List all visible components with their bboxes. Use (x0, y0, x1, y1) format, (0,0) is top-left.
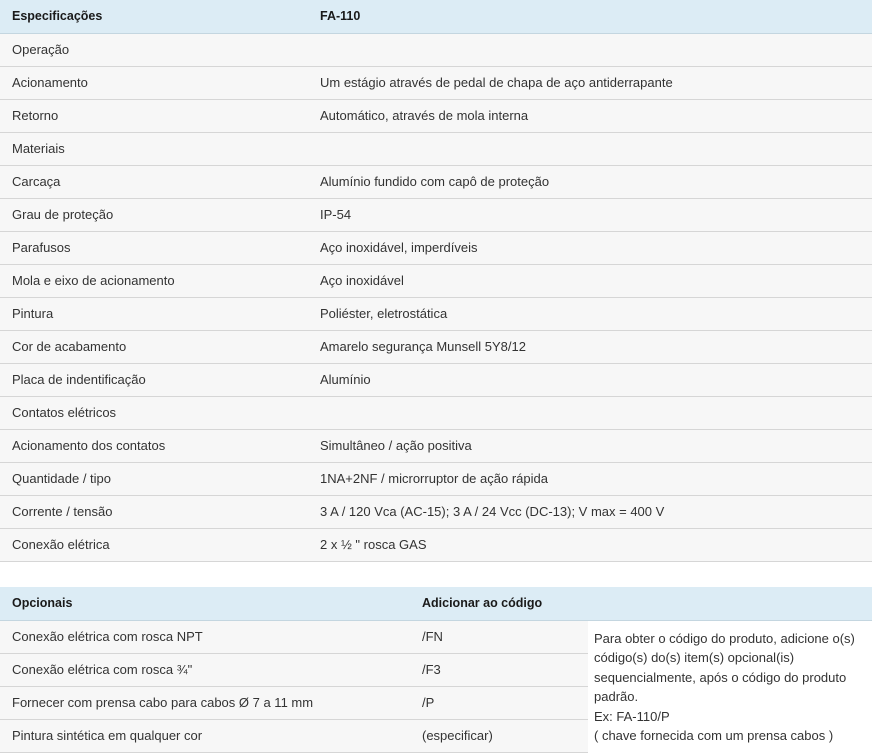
spec-value (308, 396, 872, 429)
spec-label: Parafusos (0, 231, 308, 264)
spec-label: Conexão elétrica (0, 528, 308, 561)
spec-label: Materiais (0, 132, 308, 165)
option-code: /P (410, 686, 588, 719)
table-row (0, 132, 872, 165)
option-label: Fornecer com prensa cabo para cabos Ø 7 a 11 mm (0, 686, 410, 719)
option-label: Conexão elétrica com rosca NPT (0, 620, 410, 653)
spec-label: Grau de proteção (0, 198, 308, 231)
specifications-header-row (0, 0, 872, 33)
table-row (0, 528, 872, 561)
table-row (0, 198, 872, 231)
spec-label: Carcaça (0, 165, 308, 198)
spec-label: Placa de indentificação (0, 363, 308, 396)
table-row (0, 462, 872, 495)
spec-label: Pintura (0, 297, 308, 330)
spec-value: 1NA+2NF / microrruptor de ação rápida (308, 462, 872, 495)
table-row (0, 33, 872, 66)
option-code: /F3 (410, 653, 588, 686)
options-header-label: Opcionais (0, 587, 410, 620)
spec-value: Um estágio através de pedal de chapa de aço antiderrapante (308, 66, 872, 99)
table-row (0, 396, 872, 429)
spec-label: Retorno (0, 99, 308, 132)
option-label: Pintura sintética em qualquer cor (0, 719, 410, 752)
table-row (0, 429, 872, 462)
table-row (0, 165, 872, 198)
ordering-note-example: Ex: FA-110/P (594, 708, 670, 724)
spec-value: Aço inoxidável (308, 264, 872, 297)
table-row (0, 620, 872, 653)
spec-value: 3 A / 120 Vca (AC-15); 3 A / 24 Vcc (DC-13); V max = 400 V (308, 495, 872, 528)
spec-label: Contatos elétricos (0, 396, 308, 429)
options-table (0, 587, 872, 753)
spec-value: Amarelo segurança Munsell 5Y8/12 (308, 330, 872, 363)
spec-value (308, 33, 872, 66)
spec-value: Automático, através de mola interna (308, 99, 872, 132)
model-header-label: FA-110 (308, 0, 872, 33)
spec-label: Corrente / tensão (0, 495, 308, 528)
options-header-empty (588, 587, 872, 620)
code-header-label: Adicionar ao código (410, 587, 588, 620)
spec-value: 2 x ½ " rosca GAS (308, 528, 872, 561)
table-row (0, 66, 872, 99)
spec-label: Acionamento dos contatos (0, 429, 308, 462)
table-row (0, 231, 872, 264)
options-header-row (0, 587, 872, 620)
table-row (0, 495, 872, 528)
spec-value: Aço inoxidável, imperdíveis (308, 231, 872, 264)
table-row (0, 363, 872, 396)
ordering-note-remark: ( chave fornecida com um prensa cabos ) (594, 728, 834, 743)
spec-label: Operação (0, 33, 308, 66)
option-label: Conexão elétrica com rosca ¾" (0, 653, 410, 686)
table-row (0, 264, 872, 297)
spec-value: Alumínio fundido com capô de proteção (308, 165, 872, 198)
spec-label: Quantidade / tipo (0, 462, 308, 495)
specifications-header-label: Especificações (0, 0, 308, 33)
table-row (0, 330, 872, 363)
table-row (0, 297, 872, 330)
spec-value: IP-54 (308, 198, 872, 231)
spec-label: Mola e eixo de acionamento (0, 264, 308, 297)
spec-value: Alumínio (308, 363, 872, 396)
ordering-note-text: Para obter o código do produto, adicione o(s) código(s) do(s) item(s) opcional(is) sequencialmente, após o código do produto padrão. (594, 630, 855, 704)
spec-value (308, 132, 872, 165)
spec-value: Simultâneo / ação positiva (308, 429, 872, 462)
option-code: /FN (410, 620, 588, 653)
table-row (0, 99, 872, 132)
spec-label: Cor de acabamento (0, 330, 308, 363)
spec-label: Acionamento (0, 66, 308, 99)
spec-value: Poliéster, eletrostática (308, 297, 872, 330)
ordering-note (588, 620, 872, 752)
option-code: (especificar) (410, 719, 588, 752)
